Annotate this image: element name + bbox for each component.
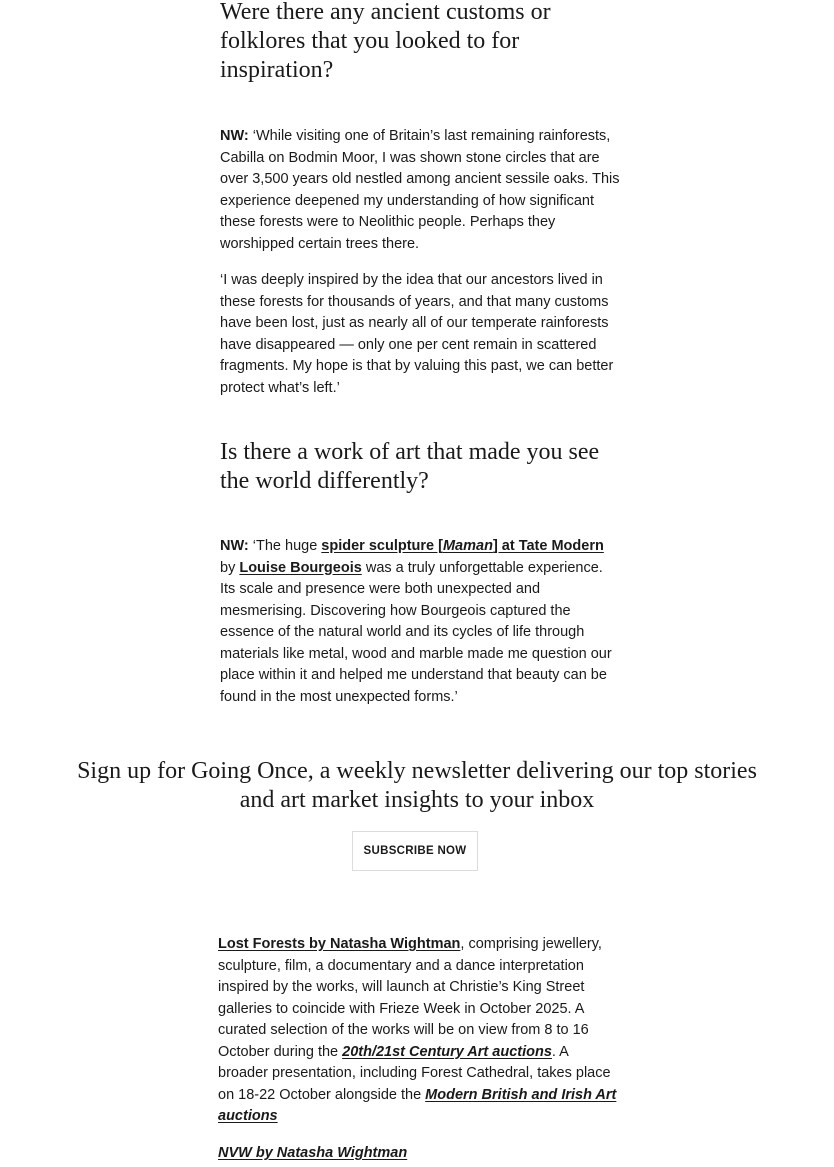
subscribe-now-button[interactable]: SUBSCRIBE NOW [352,831,478,871]
modern-british-irish-link[interactable]: Modern British and Irish Art auctions [218,1086,617,1124]
newsletter-signup-heading: Sign up for Going Once, a weekly newsletter delivering our top stories and art market insights to your inbox [77,758,757,813]
link-text-italic: Maman [442,538,493,554]
answer-text: ‘While visiting one of Britain’s last remaining rainforests, Cabilla on Bodmin Moor, I was shown stone circles that are over 3,500 years old nestled among ancient sessile oaks. This experience deepened my understanding of how significant these forests were to Neolithic people. Perhaps they worshipped certain trees there. [220,128,620,252]
answer-text: was a truly unforgettable experience. Its scale and presence were both unexpected and mesmerising. Discovering how Bourgeois captured the essence of the natural world and its cycles of life through materials like metal, wood and marble made me question our place within it and helped me understand that beauty can be found in the most unexpected forms.’ [220,559,612,705]
info-text: , takes place on 18-22 October alongside the [218,1065,611,1103]
louise-bourgeois-link[interactable]: Louise Bourgeois [239,559,362,576]
question-work-of-art: Is there a work of art that made you see the world differently? [220,439,600,494]
answer-text: ‘The huge [248,538,322,554]
answer-paragraph [220,536,620,708]
auctions-20th-21st-link[interactable]: 20th/21st Century Art auctions [342,1043,552,1060]
footer-link-wrapper [218,1143,618,1165]
link-text: ] at Tate Modern [492,538,604,554]
question-ancient-customs: Were there any ancient customs or folklores that you looked to for inspiration? [220,0,551,83]
nvw-natasha-wightman-link[interactable]: NVW by Natasha Wightman [218,1145,408,1161]
answer-text: by [220,559,240,576]
answer-paragraph [220,126,620,255]
speaker-label: NW: [220,538,249,554]
info-text: . A broader presentation, including [218,1043,569,1081]
speaker-label: NW: [220,128,249,144]
exhibition-info [218,934,618,1128]
spider-sculpture-link[interactable] [321,538,604,554]
forest-cathedral-title: Forest Cathedral [421,1065,530,1081]
info-text: , comprising jewellery, sculpture, film, a documentary and a dance interpretation inspired by the works, will launch at Christie’s King Street galleries to coincide with Frieze Week in October 2025. A curated selection of the works will be on view from 8 to 16 October during the [218,936,602,1060]
lost-forests-link[interactable]: Lost Forests by Natasha Wightman [218,936,461,952]
link-text: spider sculpture [ [321,538,443,554]
answer-paragraph: ‘I was deeply inspired by the idea that our ancestors lived in these forests for thousands of years, and that many customs have been lost, just as nearly all of our temperate rainforests have disappeared — only one per cent remain in scattered fragments. My hope is that by valuing this past, we can better protect what’s left.’ [220,272,614,396]
